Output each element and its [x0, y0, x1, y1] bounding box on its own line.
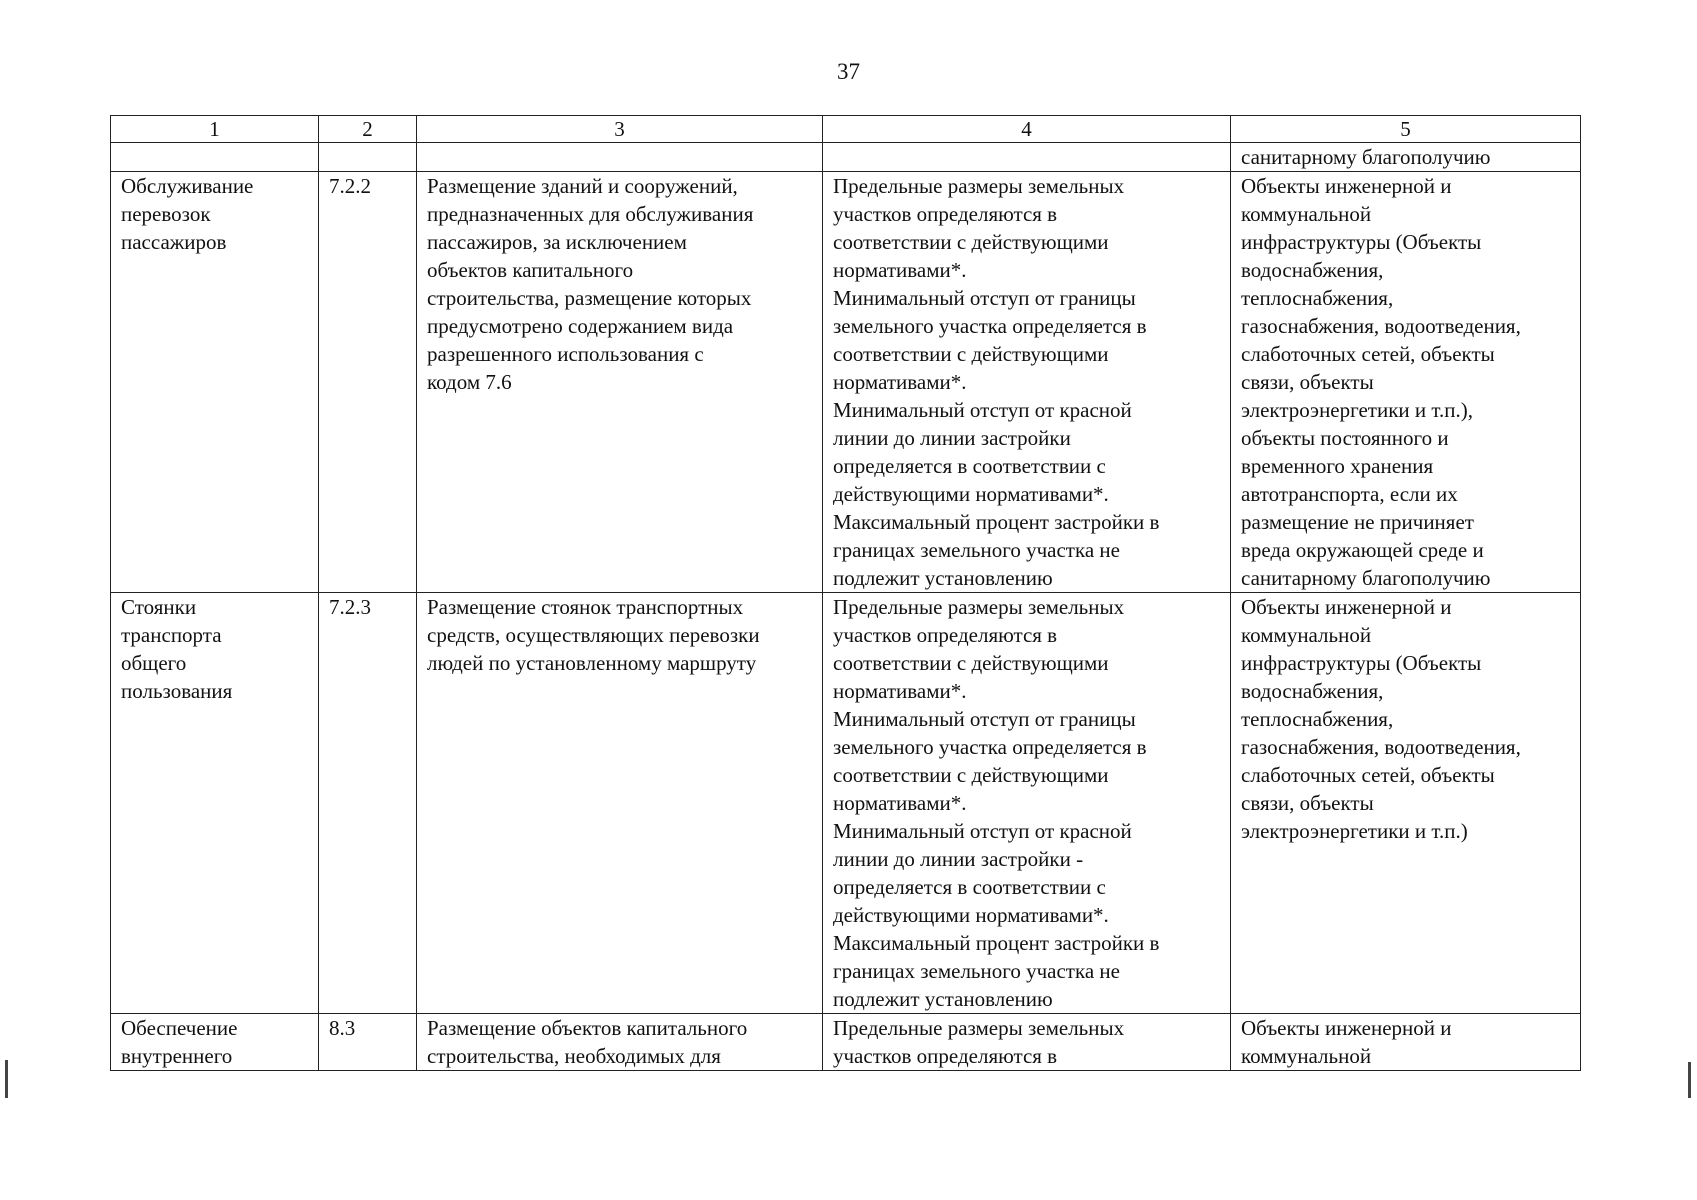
- cell-line: Размещение зданий и сооружений,: [427, 174, 738, 198]
- cell-line: действующими нормативами*.: [833, 903, 1109, 927]
- cell-line: земельного участка определяется в: [833, 314, 1147, 338]
- scan-artifact: [5, 1060, 8, 1098]
- cell-line: Минимальный отступ от границы: [833, 286, 1136, 310]
- cell-line: Объекты инженерной и: [1241, 595, 1452, 619]
- cell-line: определяется в соответствии с: [833, 454, 1106, 478]
- cell-line: Максимальный процент застройки в: [833, 510, 1160, 534]
- cell-line: средств, осуществляющих перевозки: [427, 623, 760, 647]
- cell-line: строительства, размещение которых: [427, 286, 752, 310]
- cell-line: Обслуживание: [121, 174, 254, 198]
- cell-line: автотранспорта, если их: [1241, 482, 1458, 506]
- cell-line: коммунальной: [1241, 623, 1372, 647]
- land-use-table: [110, 115, 1581, 1071]
- cell-line: участков определяются в: [833, 1044, 1058, 1068]
- cell-line: инфраструктуры (Объекты: [1241, 651, 1482, 675]
- cell-line: перевозок: [121, 202, 211, 226]
- column-header: 3: [417, 116, 823, 143]
- cell-line: границах земельного участка не: [833, 538, 1120, 562]
- continuation-row: [111, 143, 1581, 172]
- cell-line: нормативами*.: [833, 258, 967, 282]
- cell-line: Минимальный отступ от границы: [833, 707, 1136, 731]
- cell-line: вреда окружающей среде и: [1241, 538, 1484, 562]
- cell-line: объектов капитального: [427, 258, 634, 282]
- column-header: 1: [111, 116, 319, 143]
- cell-line: размещение не причиняет: [1241, 510, 1474, 534]
- cell-line: связи, объекты: [1241, 370, 1374, 394]
- column-header: 2: [319, 116, 417, 143]
- auxiliary-uses-cell: [1231, 172, 1581, 593]
- cell-line: теплоснабжения,: [1241, 286, 1394, 310]
- cell-line: Минимальный отступ от красной: [833, 819, 1132, 843]
- use-name-cell: [111, 593, 319, 1014]
- use-name-cell: [111, 172, 319, 593]
- parameters-cell: [823, 593, 1231, 1014]
- auxiliary-uses-cell: [1231, 593, 1581, 1014]
- cell-line: газоснабжения, водоотведения,: [1241, 314, 1521, 338]
- cell-line: границах земельного участка не: [833, 959, 1120, 983]
- cell-line: Стоянки: [121, 595, 197, 619]
- cell-line: газоснабжения, водоотведения,: [1241, 735, 1521, 759]
- cell-line: внутреннего: [121, 1044, 233, 1068]
- cell-line: предусмотрено содержанием вида: [427, 314, 734, 338]
- cell-line: людей по установленному маршруту: [427, 651, 757, 675]
- cell-line: подлежит установлению: [833, 987, 1053, 1011]
- scan-artifact: [1688, 1062, 1691, 1098]
- auxiliary-uses-cell: [1231, 1014, 1581, 1071]
- cell-line: земельного участка определяется в: [833, 735, 1147, 759]
- cell-line: теплоснабжения,: [1241, 707, 1394, 731]
- cell-line: коммунальной: [1241, 202, 1372, 226]
- cell-line: общего: [121, 651, 187, 675]
- cell-line: слаботочных сетей, объекты: [1241, 763, 1495, 787]
- use-code-cell: 8.3: [319, 1014, 417, 1071]
- use-code-cell: 7.2.3: [319, 593, 417, 1014]
- cell-line: электроэнергетики и т.п.),: [1241, 398, 1473, 422]
- cell-line: пользования: [121, 679, 233, 703]
- table-row: [111, 593, 1581, 1014]
- cell-line: электроэнергетики и т.п.): [1241, 819, 1468, 843]
- cell-line: участков определяются в: [833, 623, 1058, 647]
- cell-line: участков определяются в: [833, 202, 1058, 226]
- use-name-cell: [111, 1014, 319, 1071]
- parameters-cell: [823, 172, 1231, 593]
- cell-line: соответствии с действующими: [833, 230, 1109, 254]
- use-code-cell: 7.2.2: [319, 172, 417, 593]
- cell-line: пассажиров, за исключением: [427, 230, 687, 254]
- cell-line: действующими нормативами*.: [833, 482, 1109, 506]
- cell-line: линии до линии застройки: [833, 426, 1071, 450]
- cell-line: Обеспечение: [121, 1016, 238, 1040]
- column-header: 5: [1231, 116, 1581, 143]
- cell-line: Предельные размеры земельных: [833, 595, 1125, 619]
- header-row: [111, 116, 1581, 143]
- cell-line: объекты постоянного и: [1241, 426, 1449, 450]
- cell-line: Размещение стоянок транспортных: [427, 595, 744, 619]
- cell-line: Предельные размеры земельных: [833, 1016, 1125, 1040]
- continuation-cell: санитарному благополучию: [1231, 143, 1581, 172]
- cell-line: Объекты инженерной и: [1241, 174, 1452, 198]
- cell-line: слаботочных сетей, объекты: [1241, 342, 1495, 366]
- cell-line: временного хранения: [1241, 454, 1434, 478]
- cell-line: подлежит установлению: [833, 566, 1053, 590]
- cell-line: транспорта: [121, 623, 222, 647]
- cell-line: инфраструктуры (Объекты: [1241, 230, 1482, 254]
- cell-line: предназначенных для обслуживания: [427, 202, 754, 226]
- cell-line: связи, объекты: [1241, 791, 1374, 815]
- parameters-cell: [823, 1014, 1231, 1071]
- use-description-cell: [417, 593, 823, 1014]
- cell-line: линии до линии застройки -: [833, 847, 1084, 871]
- cell-line: Размещение объектов капитального: [427, 1016, 748, 1040]
- cell-line: Максимальный процент застройки в: [833, 931, 1160, 955]
- cell-line: строительства, необходимых для: [427, 1044, 721, 1068]
- cell-line: санитарному благополучию: [1241, 566, 1491, 590]
- cell-line: определяется в соответствии с: [833, 875, 1106, 899]
- page-number: 37: [837, 59, 860, 84]
- cell-line: соответствии с действующими: [833, 342, 1109, 366]
- cell-line: кодом 7.6: [427, 370, 512, 394]
- cell-line: разрешенного использования с: [427, 342, 704, 366]
- table-row: [111, 172, 1581, 593]
- cell-line: водоснабжения,: [1241, 258, 1384, 282]
- cell-line: Объекты инженерной и: [1241, 1016, 1452, 1040]
- use-description-cell: [417, 1014, 823, 1071]
- column-header: 4: [823, 116, 1231, 143]
- cell-line: коммунальной: [1241, 1044, 1372, 1068]
- use-description-cell: [417, 172, 823, 593]
- cell-line: нормативами*.: [833, 791, 967, 815]
- cell-line: пассажиров: [121, 230, 227, 254]
- cell-line: Минимальный отступ от красной: [833, 398, 1132, 422]
- cell-line: соответствии с действующими: [833, 763, 1109, 787]
- cell-line: нормативами*.: [833, 370, 967, 394]
- table-row: [111, 1014, 1581, 1071]
- cell-line: нормативами*.: [833, 679, 967, 703]
- cell-line: водоснабжения,: [1241, 679, 1384, 703]
- cell-line: Предельные размеры земельных: [833, 174, 1125, 198]
- cell-line: соответствии с действующими: [833, 651, 1109, 675]
